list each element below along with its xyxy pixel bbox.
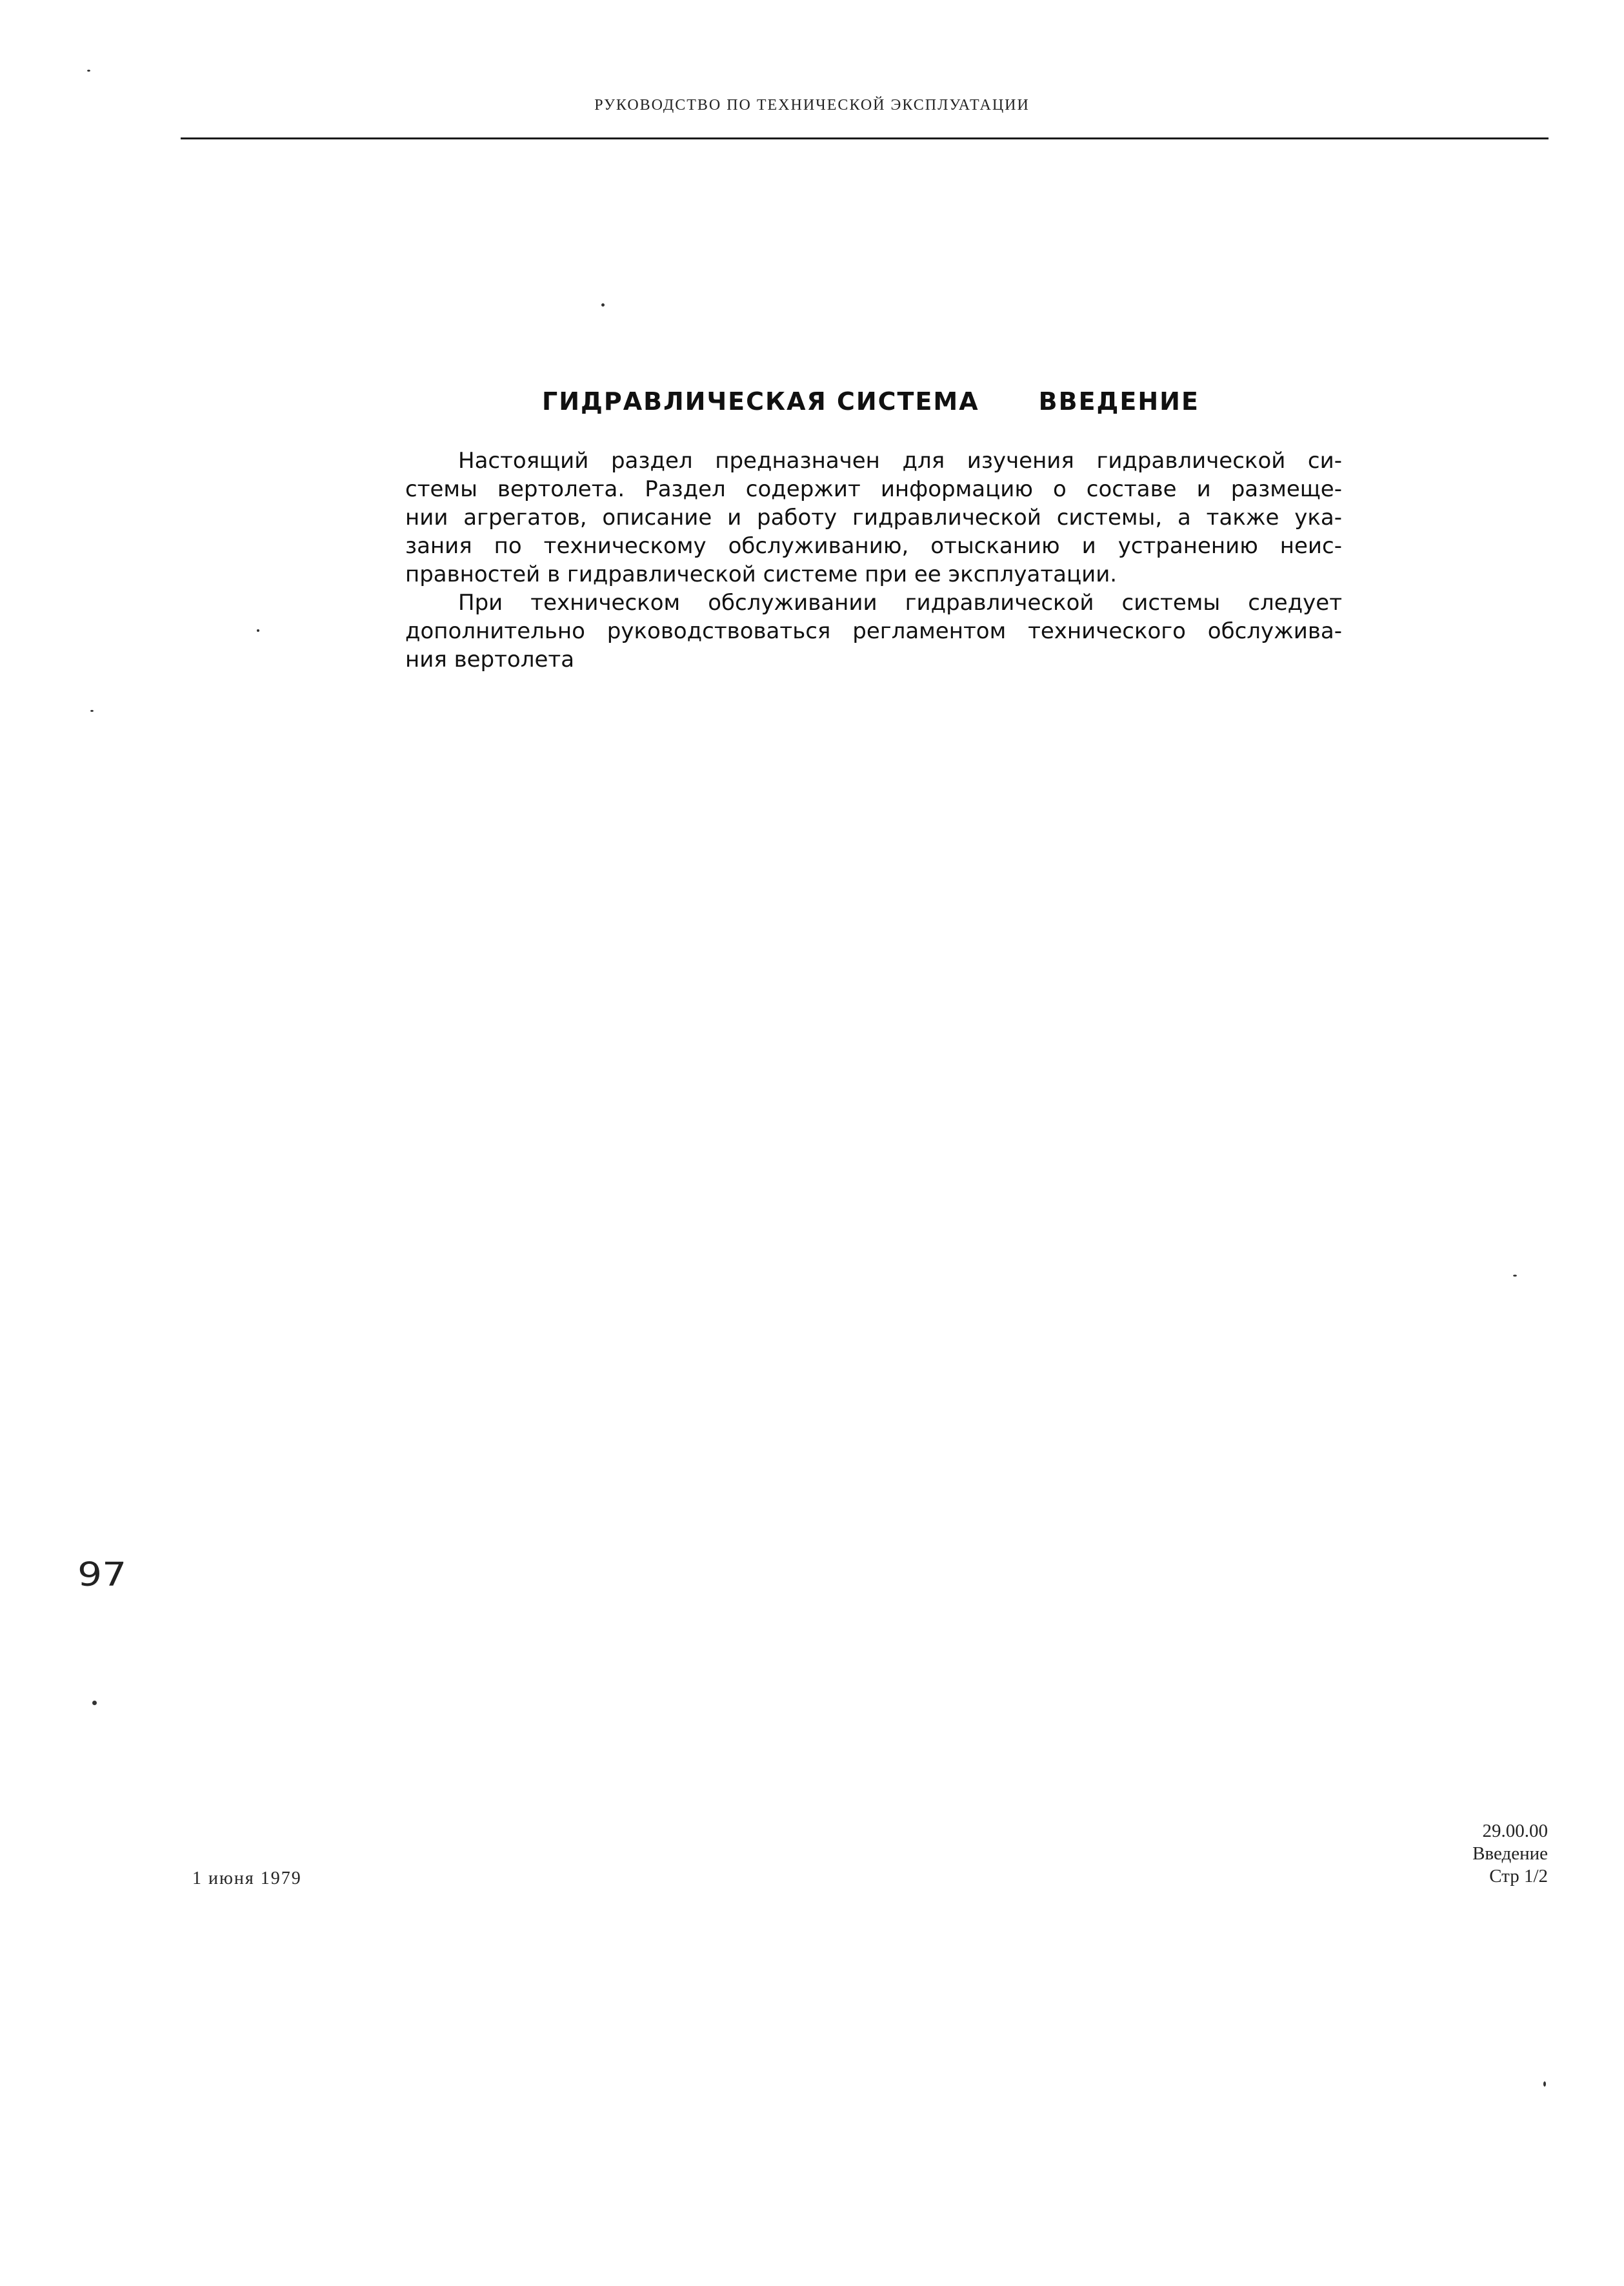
text-line: стемы вертолета. Раздел содержит информацию о составе и размеще- — [405, 476, 1342, 502]
scan-speck — [257, 629, 259, 632]
section-name: Введение — [1472, 1843, 1548, 1864]
paragraph-maintenance — [405, 589, 1342, 674]
scan-speck — [1513, 1275, 1517, 1277]
text-line: При техническом обслуживании гидравлической системы следует — [458, 590, 1342, 616]
scan-speck — [90, 710, 94, 712]
running-header: РУКОВОДСТВО ПО ТЕХНИЧЕСКОЙ ЭКСПЛУАТАЦИИ — [594, 97, 1030, 114]
text-line: ния вертолета — [405, 647, 575, 673]
section-title — [542, 387, 1199, 416]
text-line: дополнительно руководствоваться регламентом технического обслужива- — [405, 618, 1342, 644]
section-title-system: ГИДРАВЛИЧЕСКАЯ СИСТЕМА — [542, 387, 979, 416]
scan-speck — [92, 1701, 97, 1705]
scan-speck — [601, 303, 605, 307]
chapter-code: 29.00.00 — [1482, 1821, 1548, 1841]
paragraph-purpose — [405, 447, 1342, 589]
text-line: зания по техническому обслуживанию, отысканию и устранению неис- — [405, 533, 1342, 559]
body-text — [405, 447, 1342, 674]
section-title-introduction: ВВЕДЕНИЕ — [1038, 387, 1199, 416]
scan-speck — [1543, 2081, 1546, 2087]
footer-reference — [1472, 1820, 1548, 1888]
page-number: Стр 1/2 — [1489, 1866, 1548, 1886]
handwritten-page-number: 97 — [77, 1555, 127, 1594]
text-line: нии агрегатов, описание и работу гидравлической системы, а также ука- — [405, 505, 1342, 531]
text-line: Настоящий раздел предназначен для изучения гидравлической си- — [458, 448, 1342, 474]
text-line: правностей в гидравлической системе при ее эксплуатации. — [405, 561, 1118, 587]
footer-date: 1 июня 1979 — [192, 1868, 302, 1888]
scan-speck — [87, 70, 90, 72]
header-rule — [181, 137, 1549, 139]
